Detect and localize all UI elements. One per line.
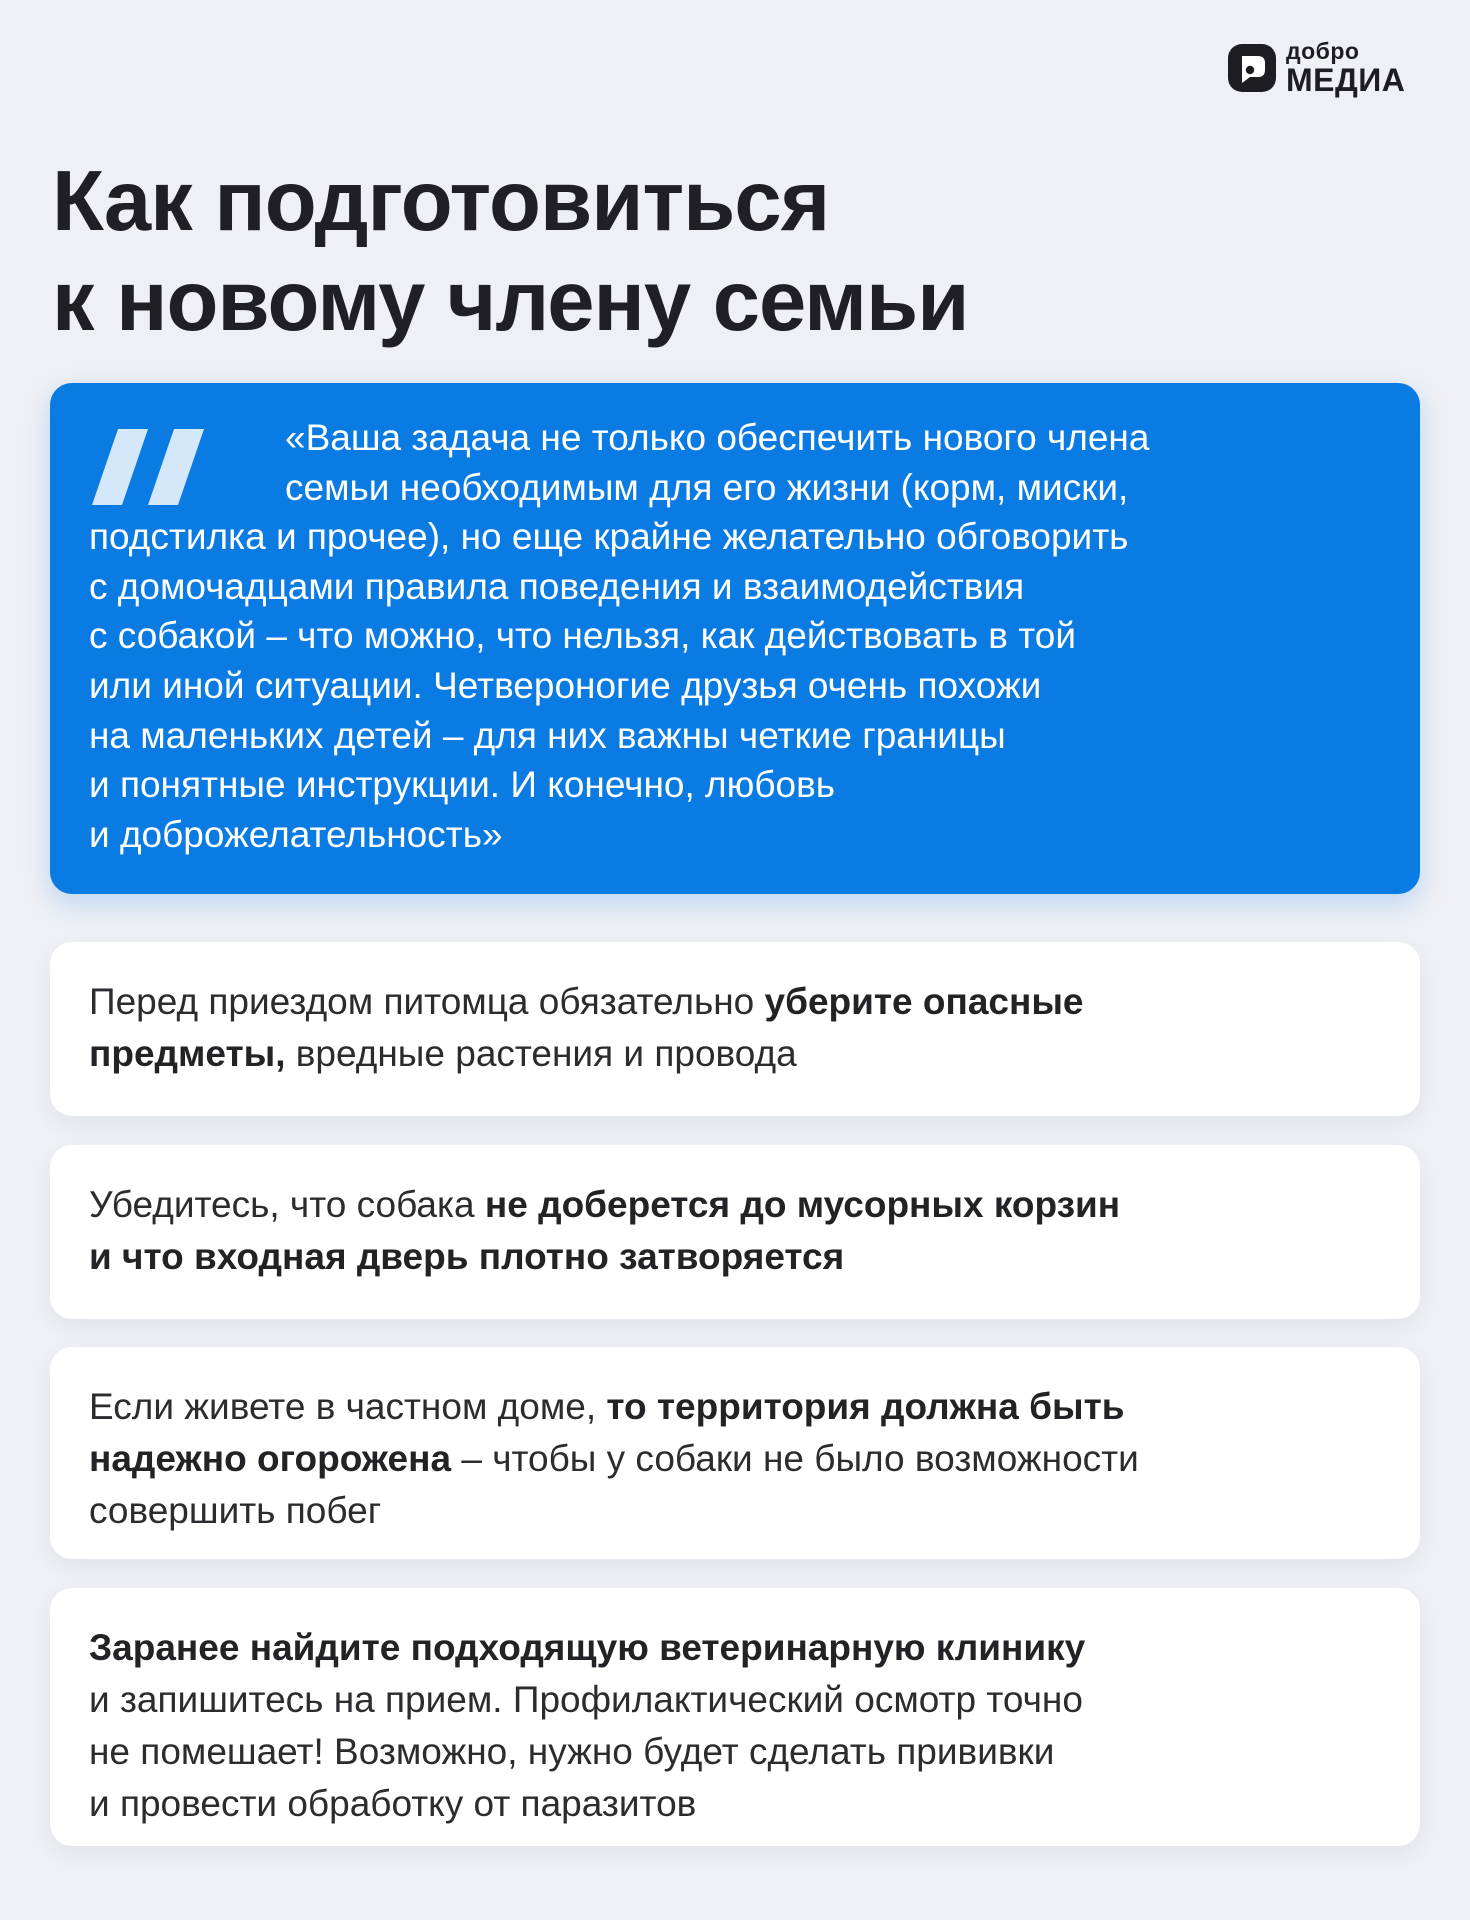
tip-text-normal: Перед приездом питомца обязательно bbox=[89, 981, 765, 1022]
tip-card-fenced-territory bbox=[50, 1347, 1420, 1559]
tip-text-bold: и что входная дверь плотно затворяется bbox=[89, 1236, 845, 1277]
tip-text-bold: не доберется до мусорных корзин bbox=[484, 1184, 1121, 1225]
tip-text-normal: Убедитесь, что собака bbox=[89, 1184, 485, 1225]
tip-card-vet-clinic bbox=[50, 1588, 1420, 1846]
tip-card-trash-and-door bbox=[50, 1145, 1420, 1319]
quote-text bbox=[89, 413, 1399, 859]
tip-text-normal: совершить побег bbox=[89, 1490, 382, 1531]
page-title-line-1: Как подготовиться bbox=[52, 154, 830, 249]
tip-text-bold: то территория должна быть bbox=[606, 1386, 1125, 1427]
tip-text-normal: и запишитесь на прием. Профилактический осмотр точно bbox=[89, 1679, 1083, 1720]
tip-text bbox=[89, 1381, 1139, 1537]
tip-text bbox=[89, 1179, 1120, 1283]
brand-logo bbox=[1228, 40, 1405, 96]
quote-card bbox=[50, 383, 1420, 894]
quote-line: с домочадцами правила поведения и взаимодействия bbox=[89, 565, 1025, 607]
tip-text-normal: и провести обработку от паразитов bbox=[89, 1783, 697, 1824]
quote-line: и понятные инструкции. И конечно, любовь bbox=[89, 764, 836, 806]
tip-text-bold: Заранее найдите подходящую ветеринарную клинику bbox=[89, 1627, 1086, 1668]
tip-text-normal: вредные растения и провода bbox=[285, 1033, 797, 1074]
quote-line: подстилка и прочее), но еще крайне желательно обговорить bbox=[89, 516, 1129, 558]
logo-text-media: МЕДИА bbox=[1286, 62, 1406, 98]
tip-text-normal: – чтобы у собаки не было возможности bbox=[451, 1438, 1139, 1479]
tip-text bbox=[89, 976, 1084, 1080]
tip-card-dangerous-items bbox=[50, 942, 1420, 1116]
tip-text-normal: не помешает! Возможно, нужно будет сделать прививки bbox=[89, 1731, 1055, 1772]
tip-text bbox=[89, 1622, 1085, 1830]
quote-line: и доброжелательность» bbox=[89, 813, 503, 855]
dobro-media-logo-icon bbox=[1228, 44, 1276, 92]
quote-line: на маленьких детей – для них важны четкие границы bbox=[89, 714, 1006, 756]
tip-text-bold: уберите опасные bbox=[764, 981, 1084, 1022]
page-title-line-2: к новому члену семьи bbox=[52, 254, 969, 349]
quote-line: с собакой – что можно, что нельзя, как действовать в той bbox=[89, 615, 1077, 657]
quote-line: семьи необходимым для его жизни (корм, миски, bbox=[285, 466, 1129, 508]
quote-line: «Ваша задача не только обеспечить нового члена bbox=[285, 417, 1150, 458]
page-title bbox=[52, 152, 1352, 352]
logo-text-dobro: добро bbox=[1286, 38, 1360, 64]
quote-line: или иной ситуации. Четвероногие друзья очень похожи bbox=[89, 664, 1042, 706]
tip-text-bold: предметы, bbox=[89, 1033, 286, 1074]
tip-text-normal: Если живете в частном доме, bbox=[89, 1386, 607, 1427]
tip-text-bold: надежно огорожена bbox=[89, 1438, 452, 1479]
